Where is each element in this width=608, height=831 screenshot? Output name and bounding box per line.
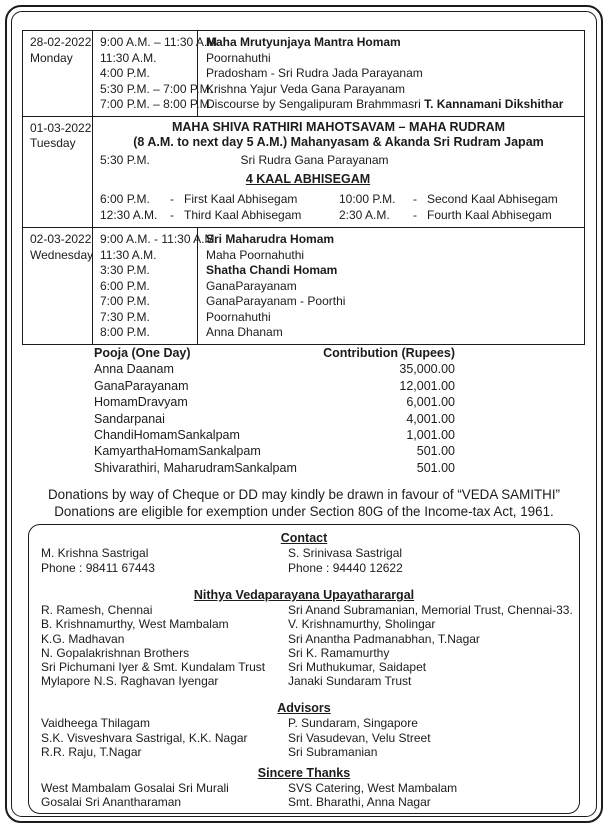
day-text: Tuesday <box>30 136 76 150</box>
pooja-header: Pooja (One Day) <box>94 346 191 360</box>
date-text: 02-03-2022 <box>30 232 92 246</box>
event-text: Anna Dhanam <box>206 325 283 339</box>
day-text: Monday <box>30 50 73 65</box>
advisor-name: Sri Subramanian <box>288 744 378 759</box>
thanks-name: West Mambalam Gosalai Sri Murali <box>41 781 229 796</box>
contribution-row <box>94 394 455 410</box>
mahotsavam-subtitle: (8 A.M. to next day 5 A.M.) Mahanyasam & Akanda Sri Rudram Japam <box>133 135 544 149</box>
pooja-amount: 6,001.00 <box>406 395 455 410</box>
event-cell <box>93 117 584 228</box>
event-text: Krishna Yajur Veda Gana Parayanam <box>206 81 406 96</box>
event-text: Maha Poornahuthi <box>206 247 305 262</box>
contribution-row <box>94 378 455 394</box>
thanks-name: Gosalai Sri Anantharaman <box>41 795 182 810</box>
upayatharargal-heading: Nithya Vedaparayana Upayatharargal <box>193 588 415 603</box>
contact-phone: Phone : 98411 67443 <box>41 560 155 575</box>
upayatharargal-name: Sri Muthukumar, Saidapet <box>288 660 427 674</box>
schedule-entry <box>93 153 584 169</box>
contribution-row <box>94 411 455 427</box>
donation-note-line1: Donations by way of Cheque or DD may kindly be drawn in favour of “VEDA SAMITHI” <box>47 487 561 502</box>
time-text: 11:30 A.M. <box>100 50 157 65</box>
thanks-columns <box>41 781 567 809</box>
pooja-name: Sandarpanai <box>94 411 165 426</box>
amount-header: Contribution (Rupees) <box>323 346 455 360</box>
event-text: Poornahuthi <box>206 50 271 65</box>
pooja-name: HomamDravyam <box>94 395 188 410</box>
thanks-name: Smt. Bharathi, Anna Nagar <box>288 795 431 810</box>
contact-box <box>28 524 580 814</box>
time-text: 5:30 P.M. <box>100 152 150 167</box>
schedule-table <box>22 30 585 345</box>
upayatharargal-name: Sri Pichumani Iyer & Smt. Kundalam Trust <box>41 660 266 674</box>
upayatharargal-name: R. Ramesh, Chennai <box>41 603 153 618</box>
schedule-row-tuesday <box>23 116 584 228</box>
event-text: Third Kaal Abhisegam <box>184 207 302 222</box>
upayatharargal-name: N. Gopalakrishnan Brothers <box>41 645 190 660</box>
event-text-prefix: Discourse by Sengalipuram Brahmmasri <box>206 97 425 111</box>
contribution-row <box>94 443 455 459</box>
time-text: 5:30 P.M. – 7:00 P.M. <box>100 81 213 96</box>
event-text: GanaParayanam - Poorthi <box>206 294 346 308</box>
event-text: Maha Mrutyunjaya Mantra Homam <box>206 35 401 49</box>
event-text: Pradosham - Sri Rudra Jada Parayanam <box>206 66 423 80</box>
upayatharargal-name: Sri K. Ramamurthy <box>288 645 390 660</box>
pooja-name: KamyarthaHomamSankalpam <box>94 444 261 459</box>
event-text-speaker: T. Kannamani Dikshithar <box>424 97 564 111</box>
pooja-amount: 501.00 <box>416 460 455 475</box>
date-text: 28-02-2022 <box>30 35 92 49</box>
time-text: 3:30 P.M. <box>100 263 150 277</box>
upayatharargal-name: Janaki Sundaram Trust <box>288 674 412 689</box>
contact-person: S. Srinivasa Sastrigal <box>288 546 403 560</box>
date-text: 01-03-2022 <box>30 120 92 135</box>
event-text: Second Kaal Abhisegam <box>427 192 558 206</box>
dash: - <box>413 207 417 222</box>
contribution-header-row <box>94 345 455 361</box>
time-cell <box>93 31 221 116</box>
event-text <box>206 97 578 113</box>
upayatharargal-columns <box>41 603 573 689</box>
time-text: 10:00 P.M. <box>339 192 396 206</box>
time-text: 8:00 P.M. <box>100 325 150 339</box>
time-text: 4:00 P.M. <box>100 66 150 80</box>
pooja-amount: 501.00 <box>416 444 455 459</box>
upayatharargal-name: Sri Anand Subramanian, Memorial Trust, Chennai-33. <box>288 603 573 618</box>
contribution-table <box>94 345 455 476</box>
advisor-name: S.K. Visveshvara Sastrigal, K.K. Nagar <box>41 730 248 745</box>
contact-heading: Contact <box>280 531 328 545</box>
time-text: 11:30 A.M. <box>100 247 157 262</box>
advisors-columns <box>41 716 567 759</box>
pooja-name: Shivarathiri, MaharudramSankalpam <box>94 460 297 475</box>
event-text: Sri Maharudra Homam <box>206 232 335 246</box>
pooja-amount: 1,001.00 <box>406 428 455 443</box>
time-text: 7:00 P.M. – 8:00 P.M. <box>100 97 213 111</box>
event-text: GanaParayanam <box>206 278 297 293</box>
kaal-abhisegam-heading: 4 KAAL ABHISEGAM <box>245 172 371 186</box>
dash: - <box>413 192 417 206</box>
pooja-amount: 4,001.00 <box>406 411 455 426</box>
pooja-amount: 35,000.00 <box>399 362 455 377</box>
contribution-row <box>94 460 455 476</box>
event-cell <box>198 31 584 116</box>
time-text: 2:30 A.M. <box>339 207 390 222</box>
donation-note-line2: Donations are eligible for exemption under Section 80G of the Income-tax Act, 1961. <box>54 503 554 519</box>
contact-columns <box>41 546 567 575</box>
pooja-name: Anna Daanam <box>94 362 174 377</box>
advisor-name: Sri Vasudevan, Velu Street <box>288 730 431 745</box>
upayatharargal-name: K.G. Madhavan <box>41 631 125 646</box>
upayatharargal-name: B. Krishnamurthy, West Mambalam <box>41 617 229 632</box>
advisor-name: Vaidheega Thilagam <box>41 716 150 731</box>
contribution-row <box>94 361 455 377</box>
donation-note <box>0 487 608 520</box>
time-text: 12:30 A.M. <box>100 207 158 222</box>
event-cell <box>198 228 584 344</box>
day-text: Wednesday <box>30 247 94 262</box>
thanks-name: SVS Catering, West Mambalam <box>288 781 458 796</box>
mahotsavam-title: MAHA SHIVA RATHIRI MAHOTSAVAM – MAHA RUDRAM <box>171 119 506 134</box>
kaal-abhisegam-grid <box>93 192 584 223</box>
upayatharargal-name: V. Krishnamurthy, Sholingar <box>288 617 436 632</box>
contact-phone: Phone : 94440 12622 <box>288 560 403 575</box>
schedule-row-wednesday <box>23 227 584 344</box>
upayatharargal-name: Mylapore N.S. Raghavan Iyengar <box>41 674 219 689</box>
dash: - <box>170 192 174 206</box>
schedule-row-monday <box>23 31 584 116</box>
upayatharargal-name: Sri Anantha Padmanabhan, T.Nagar <box>288 631 480 646</box>
event-text: Fourth Kaal Abhisegam <box>427 207 552 222</box>
event-text: Shatha Chandi Homam <box>206 263 338 277</box>
pooja-amount: 12,001.00 <box>399 378 455 393</box>
time-cell <box>93 228 218 344</box>
advisor-name: R.R. Raju, T.Nagar <box>41 744 142 759</box>
date-cell <box>23 117 93 228</box>
advisors-heading: Advisors <box>277 701 331 716</box>
dash: - <box>170 207 174 222</box>
contact-person: M. Krishna Sastrigal <box>41 546 149 560</box>
date-cell <box>23 31 93 116</box>
pooja-name: GanaParayanam <box>94 378 189 393</box>
time-text: 9:00 A.M. – 11:30 A.M. <box>100 35 221 49</box>
time-text: 7:00 P.M. <box>100 294 150 308</box>
event-text: First Kaal Abhisegam <box>184 192 298 206</box>
pooja-name: ChandiHomamSankalpam <box>94 428 240 443</box>
time-text: 9:00 A.M. - 11:30 A.M. <box>100 232 218 246</box>
advisor-name: P. Sundaram, Singapore <box>288 716 418 731</box>
event-text: Poornahuthi <box>206 309 271 324</box>
contribution-row <box>94 427 455 443</box>
time-text: 6:00 P.M. <box>100 278 150 293</box>
time-text: 7:30 P.M. <box>100 309 150 324</box>
date-cell <box>23 228 93 344</box>
thanks-heading: Sincere Thanks <box>257 766 351 781</box>
event-text: Sri Rudra Gana Parayanam <box>240 152 389 167</box>
time-text: 6:00 P.M. <box>100 192 150 206</box>
